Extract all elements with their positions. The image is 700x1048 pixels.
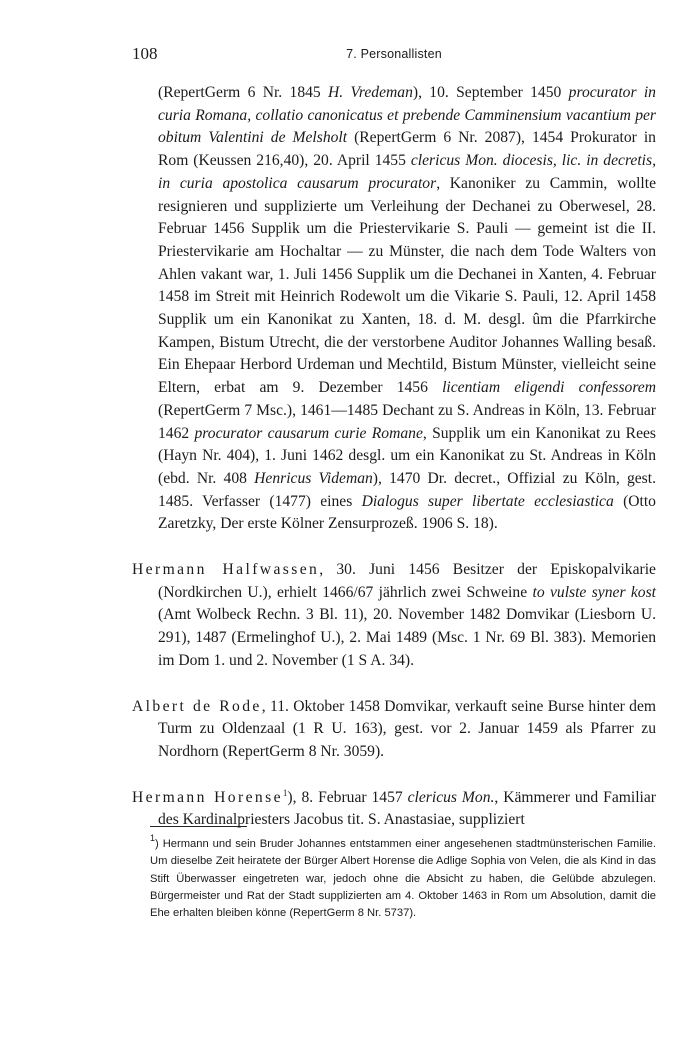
person-name: Albert de Rode xyxy=(132,697,262,715)
page-header xyxy=(132,44,656,68)
text-run: ), 1470 Dr. decret., Offizial zu Köln, gest. 1485. Verfasser (1477) eines xyxy=(158,469,656,510)
main-text xyxy=(132,82,656,832)
italic-run: Henricus Videman xyxy=(254,469,373,487)
italic-run: to vulste syner kost xyxy=(532,583,656,601)
text-run: , 30. Juni 1456 Besitzer der Episkopalvikarie (Nordkirchen U.), erhielt 1466/67 jährlich zwei Schweine xyxy=(158,561,656,601)
footnote-divider xyxy=(150,826,247,827)
text-run: (Amt Wolbeck Rechn. 3 Bl. 11), 20. November 1482 Domvikar (Liesborn U. 291), 1487 (Ermelinghof U.), 2. Mai 1489 (Msc. 1 Nr. 69 Bl. 383). Memorien im Dom 1. und 2. November (1 S A. 34). xyxy=(158,606,656,669)
italic-run: licentiam eligendi confessorem xyxy=(442,379,656,397)
text-run: ), 10. September 1450 xyxy=(412,84,569,101)
footnote xyxy=(150,833,656,922)
italic-run: procurator in curia Romana, collatio canonicatus et prebende Camminensium vacantium per obitum Valentini de Melsholt xyxy=(158,84,656,147)
person-name: Hermann Horense xyxy=(132,788,283,806)
entry-de-rode xyxy=(132,696,656,764)
italic-run: H. Vredeman xyxy=(328,84,413,101)
entry-continuation xyxy=(132,82,656,536)
text-run: , Kämmerer und Familiar des Kardinalpriesters Jacobus tit. S. Anastasiae, suppliziert xyxy=(158,788,656,829)
text-run: , Kanoniker zu Cammin, wollte resignieren und supplizierte um Verleihung der Dechanei zu Oberwesel, 28. Februar 1456 Supplik um die Priestervikarie S. Pauli — gemeint ist die II. Priestervikarie am Hochaltar — zu Münster, die nach dem Tode Walters von Ahlen vakant war, 1. Juli 1456 Supplik um die Dechanei in Xanten, 4. Februar 1458 im Streit mit Heinrich Rodewolt um die Vikarie S. Pauli, 12. April 1458 Supplik um ein Kanonikat zu Xanten, 18. d. M. desgl. ûm die Pfarrkirche Kampen, Bistum Utrecht, die der verstorbene Auditor Johannes Walling besaß. Ein Ehepaar Herbord Urdeman und Mechtild, Bistum Münster, vielleicht seine Eltern, erbat am 9. Dezember 1456 xyxy=(158,174,656,397)
text-run: (Otto Zaretzky, Der erste Kölner Zensurprozeß. 1906 S. 18). xyxy=(158,492,656,533)
text-run: ), 8. Februar 1457 xyxy=(287,788,408,806)
text-run: (RepertGerm 6 Nr. 2087), 1454 Prokurator in Rom (Keussen 216,40), 20. April 1455 xyxy=(158,129,656,170)
footnote-text: ) Hermann und sein Bruder Johannes entstammen einer angesehenen stadtmünsterischen Familie. Um dieselbe Zeit heiratete der Bürger Albert Horense die Adlige Sophia von Velen, die als Kind in das Stift Überwasser eingetreten war, jedoch ohne die Absicht zu haben, die Gelübde abzulegen. Bürgermeister und Rat der Stadt supplizierten am 4. Oktober 1463 in Rom um Absolution, damit die Ehe erhalten bleiben könne (RepertGerm 8 Nr. 5737). xyxy=(150,838,656,920)
italic-run: clericus Mon. xyxy=(407,788,495,806)
text-run: (RepertGerm 7 Msc.), 1461—1485 Dechant zu S. Andreas in Köln, 13. Februar 1462 xyxy=(158,401,656,442)
footnote-number: 1 xyxy=(150,833,156,843)
page-number: 108 xyxy=(132,44,158,63)
entry-halfwassen xyxy=(132,559,656,673)
text-run: , 11. Oktober 1458 Domvikar, verkauft seine Burse hinter dem Turm zu Oldenzaal (1 R U. 163), gest. vor 2. Januar 1459 als Pfarrer zu Nordhorn (RepertGerm 8 Nr. 3059). xyxy=(158,697,656,760)
italic-run: Dialogus super libertate ecclesiastica xyxy=(361,492,614,510)
person-name: Hermann Halfwassen xyxy=(132,561,320,579)
running-head: 7. Personallisten xyxy=(346,47,442,61)
text-run: , Supplik um ein Kanonikat zu Rees (Hayn Nr. 404), 1. Juni 1462 desgl. um ein Kanonikat zu St. Andreas in Köln (ebd. Nr. 408 xyxy=(158,424,656,487)
text-run: (RepertGerm 6 Nr. 1845 xyxy=(158,84,329,101)
italic-run: procurator causarum curie Romane xyxy=(194,424,423,442)
italic-run: clericus Mon. diocesis, lic. in decretis, in curia apostolica causarum procurator xyxy=(158,152,656,192)
footnote-marker[interactable]: 1 xyxy=(282,787,288,798)
